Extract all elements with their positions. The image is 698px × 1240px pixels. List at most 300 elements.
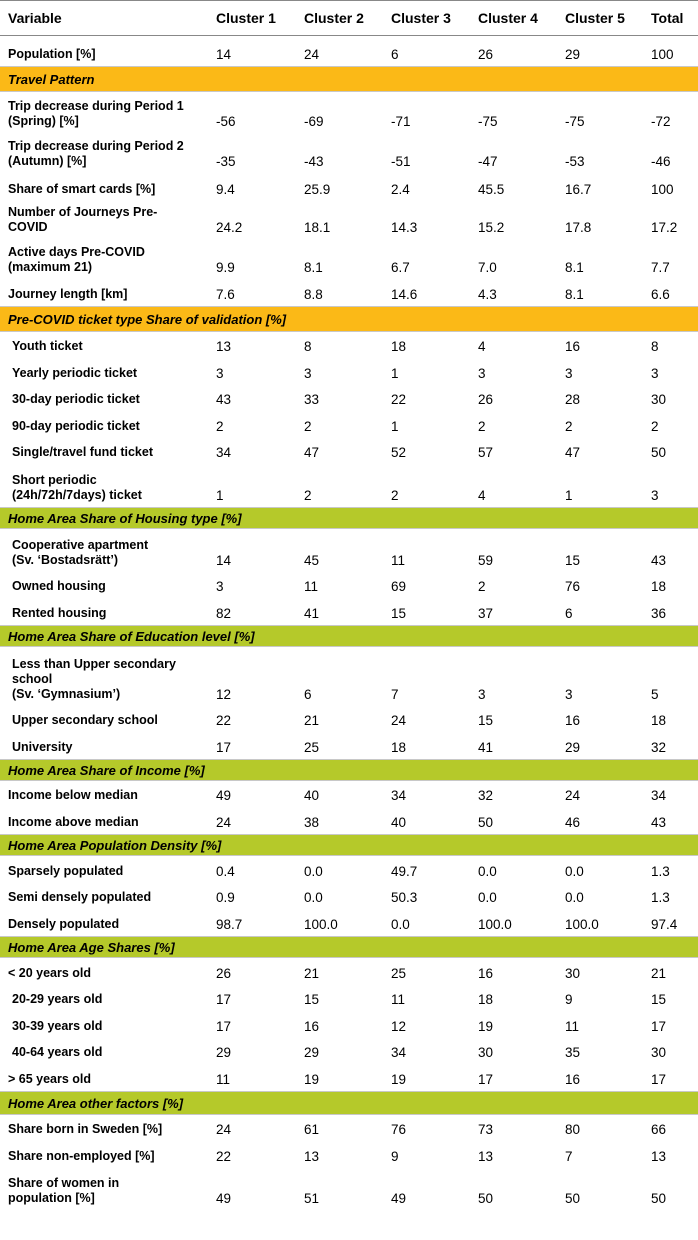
row-label xyxy=(0,856,208,884)
section-header-row xyxy=(0,307,698,332)
cluster-1-cell: 24 xyxy=(216,1122,232,1137)
row-label-line: Less than Upper secondary xyxy=(12,657,176,671)
cluster-3-cell: -71 xyxy=(391,114,411,129)
cluster-2-cell: 29 xyxy=(304,1045,320,1060)
cluster-3-cell: 15 xyxy=(391,606,407,621)
cluster-2-cell: 18.1 xyxy=(304,220,331,235)
row-label-line: Upper secondary school xyxy=(12,713,158,727)
cluster-2-cell: 15 xyxy=(304,992,320,1007)
row-label xyxy=(0,36,208,67)
header-cluster-3: Cluster 3 xyxy=(383,1,470,36)
row-label xyxy=(0,529,208,573)
cluster-1-cell: 14 xyxy=(216,553,232,568)
table-row xyxy=(0,133,698,173)
row-label xyxy=(0,572,208,598)
row-label-line: (Sv. ‘Bostadsrätt’) xyxy=(12,553,119,567)
row-label xyxy=(0,807,208,835)
row-label-line: Income above median xyxy=(8,815,139,829)
cluster-4-cell: 41 xyxy=(478,740,494,755)
header-variable: Variable xyxy=(0,1,208,36)
row-label xyxy=(0,385,208,411)
cluster-4-cell: 45.5 xyxy=(478,182,505,197)
total-cell: 30 xyxy=(651,392,667,407)
table-row xyxy=(0,572,698,598)
cluster-1-cell: 22 xyxy=(216,1149,232,1164)
row-label-line: Share of smart cards [%] xyxy=(8,182,156,196)
row-label-line: (24h/72h/7days) ticket xyxy=(12,488,142,502)
row-label-line: Active days Pre-COVID xyxy=(8,245,145,259)
cluster-5-cell: 0.0 xyxy=(565,864,584,879)
cluster-3-cell: 22 xyxy=(391,392,407,407)
cluster-1-cell: -35 xyxy=(216,154,236,169)
section-title: Home Area Age Shares [%] xyxy=(0,937,698,958)
row-label xyxy=(0,92,208,134)
row-label-line: (Sv. ‘Gymnasium’) xyxy=(12,687,121,701)
cluster-3-cell: 25 xyxy=(391,966,407,981)
cluster-4-cell: 32 xyxy=(478,788,494,803)
cluster-5-cell: 24 xyxy=(565,788,581,803)
cluster-3-cell: 11 xyxy=(391,553,406,568)
row-label xyxy=(0,985,208,1011)
row-label-line: (Autumn) [%] xyxy=(8,154,87,168)
cluster-2-cell: 25 xyxy=(304,740,320,755)
cluster-5-cell: 17.8 xyxy=(565,220,592,235)
cluster-3-cell: 34 xyxy=(391,788,407,803)
row-label xyxy=(0,201,208,239)
cluster-3-cell: 2 xyxy=(391,488,399,503)
cluster-2-cell: 41 xyxy=(304,606,320,621)
header-cluster-4: Cluster 4 xyxy=(470,1,557,36)
cluster-3-cell: 49 xyxy=(391,1191,407,1206)
row-label-line: Income below median xyxy=(8,788,138,802)
row-label xyxy=(0,909,208,937)
cluster-5-cell: 80 xyxy=(565,1122,581,1137)
total-cell: 1.3 xyxy=(651,864,670,879)
cluster-3-cell: 0.0 xyxy=(391,917,410,932)
cluster-1-cell: 82 xyxy=(216,606,232,621)
cluster-5-cell: 6 xyxy=(565,606,573,621)
cluster-2-cell: -43 xyxy=(304,154,324,169)
row-label xyxy=(0,133,208,173)
cluster-2-cell: 13 xyxy=(304,1149,320,1164)
total-cell: 32 xyxy=(651,740,667,755)
total-cell: 6.6 xyxy=(651,287,670,302)
cluster-2-cell: 51 xyxy=(304,1191,320,1206)
row-label xyxy=(0,464,208,508)
total-cell: 66 xyxy=(651,1122,667,1137)
table-row xyxy=(0,279,698,307)
row-label-line: 20-29 years old xyxy=(12,992,103,1006)
row-label-line: school xyxy=(12,672,53,686)
total-cell: 5 xyxy=(651,687,659,702)
cluster-4-cell: 3 xyxy=(478,366,486,381)
row-label xyxy=(0,279,208,307)
row-label xyxy=(0,173,208,201)
cluster-5-cell: -53 xyxy=(565,154,585,169)
cluster-5-cell: 16 xyxy=(565,1072,581,1087)
row-label-line: 90-day periodic ticket xyxy=(12,419,140,433)
cluster-2-cell: 16 xyxy=(304,1019,320,1034)
population-row xyxy=(0,36,698,67)
cluster-5-cell: 76 xyxy=(565,579,581,594)
total-cell: 43 xyxy=(651,553,667,568)
cluster-5-cell: 15 xyxy=(565,553,581,568)
row-label-line: Journey length [km] xyxy=(8,287,128,301)
section-title: Home Area Population Density [%] xyxy=(0,835,698,856)
row-label-line: population [%] xyxy=(8,1191,95,1205)
cluster-4-cell: 0.0 xyxy=(478,890,497,905)
section-title: Home Area Share of Income [%] xyxy=(0,760,698,781)
cluster-4-cell: 2 xyxy=(478,419,486,434)
row-label-line: Number of Journeys Pre- xyxy=(8,205,158,219)
cluster-4-cell: 4 xyxy=(478,488,486,503)
cluster-4-cell: 37 xyxy=(478,606,494,621)
row-label xyxy=(0,647,208,707)
cluster-1-cell: 17 xyxy=(216,740,232,755)
cluster-3-cell: 76 xyxy=(391,1122,407,1137)
table-row xyxy=(0,781,698,808)
cluster-2-cell: 0.0 xyxy=(304,864,323,879)
table-row xyxy=(0,732,698,760)
table-row xyxy=(0,807,698,835)
row-label xyxy=(0,1011,208,1038)
row-label-line: Cooperative apartment xyxy=(12,538,149,552)
cluster-4-cell: 15 xyxy=(478,713,494,728)
cluster-5-cell: 1 xyxy=(565,488,573,503)
cluster-3-cell: 12 xyxy=(391,1019,407,1034)
cluster-4-cell: 73 xyxy=(478,1122,494,1137)
cluster-2-cell: 100.0 xyxy=(304,917,338,932)
row-label xyxy=(0,332,208,359)
total-cell: 43 xyxy=(651,815,667,830)
section-header-row xyxy=(0,508,698,529)
total-cell: 2 xyxy=(651,419,659,434)
table-row xyxy=(0,92,698,134)
table-row xyxy=(0,201,698,239)
row-label-line: 30-day periodic ticket xyxy=(12,392,140,406)
cluster-4-cell: -47 xyxy=(478,154,498,169)
cluster-5-cell: 8.1 xyxy=(565,260,584,275)
cluster-2-cell: 8.8 xyxy=(304,287,323,302)
total-cell: 18 xyxy=(651,579,667,594)
cluster-4-cell: 26 xyxy=(478,392,494,407)
cluster-5-cell: 2 xyxy=(565,419,573,434)
cluster-4-cell: 18 xyxy=(478,992,494,1007)
cluster-4-cell: 50 xyxy=(478,815,494,830)
cluster-1-cell: 24 xyxy=(216,815,232,830)
row-label-line: COVID xyxy=(8,220,48,234)
cluster-5-cell: 0.0 xyxy=(565,890,584,905)
cluster-1-cell: 12 xyxy=(216,687,232,702)
cluster-2-cell: 6 xyxy=(304,687,312,702)
row-label xyxy=(0,239,208,279)
row-label-line: Short periodic xyxy=(12,473,97,487)
section-header-row xyxy=(0,626,698,647)
section-header-row xyxy=(0,760,698,781)
cluster-3-cell: 14.6 xyxy=(391,287,418,302)
cluster-5-cell: 7 xyxy=(565,1149,573,1164)
row-label xyxy=(0,358,208,385)
cluster-5-cell: 8.1 xyxy=(565,287,584,302)
row-label xyxy=(0,781,208,808)
row-label-line: Trip decrease during Period 1 xyxy=(8,99,184,113)
cluster-4-cell: 2 xyxy=(478,579,486,594)
cluster-1-cell: 13 xyxy=(216,339,232,354)
cluster-5-cell: 11 xyxy=(565,1019,580,1034)
section-title: Travel Pattern xyxy=(0,67,698,92)
section-title: Home Area Share of Education level [%] xyxy=(0,626,698,647)
total-cell: -46 xyxy=(651,154,671,169)
row-label xyxy=(0,1115,208,1142)
cluster-3-cell: 6.7 xyxy=(391,260,410,275)
row-label xyxy=(0,958,208,986)
cluster-4-cell: 17 xyxy=(478,1072,494,1087)
total-cell: 17 xyxy=(651,1019,667,1034)
cluster-4-cell: 15.2 xyxy=(478,220,505,235)
cluster-5-cell: 16 xyxy=(565,713,581,728)
cluster-5-cell: 30 xyxy=(565,966,581,981)
cluster-2-cell: 61 xyxy=(304,1122,320,1137)
cluster-2-cell: 3 xyxy=(304,366,312,381)
cluster-3-cell: 7 xyxy=(391,687,399,702)
cluster-4-cell: 59 xyxy=(478,553,494,568)
cluster-3-cell: 40 xyxy=(391,815,407,830)
cluster-1-cell: 3 xyxy=(216,579,224,594)
total-cell: -72 xyxy=(651,114,671,129)
cluster-1-cell: 3 xyxy=(216,366,224,381)
row-label-line: Share non-employed [%] xyxy=(8,1149,155,1163)
row-label-line: (maximum 21) xyxy=(8,260,93,274)
row-label-line: < 20 years old xyxy=(8,966,92,980)
table-row xyxy=(0,1038,698,1064)
row-label-line: Population [%] xyxy=(8,47,96,61)
cluster-5-cell: 3 xyxy=(565,687,573,702)
total-cell: 50 xyxy=(651,445,667,460)
row-label-line: Densely populated xyxy=(8,917,120,931)
section-title: Home Area Share of Housing type [%] xyxy=(0,508,698,529)
section-title: Pre-COVID ticket type Share of validation [%] xyxy=(0,307,698,332)
cluster-2-cell: 0.0 xyxy=(304,890,323,905)
total-cell: 17.2 xyxy=(651,220,678,235)
cluster-1-cell: 17 xyxy=(216,1019,232,1034)
cluster-5-cell: 29 xyxy=(565,740,581,755)
cluster-2-cell: 25.9 xyxy=(304,182,331,197)
cluster-4-cell: 16 xyxy=(478,966,494,981)
cluster-5-cell: -75 xyxy=(565,114,585,129)
header-cluster-2: Cluster 2 xyxy=(296,1,383,36)
total-cell: 17 xyxy=(651,1072,667,1087)
row-label-line: (Spring) [%] xyxy=(8,114,79,128)
cluster-5-cell: 16.7 xyxy=(565,182,592,197)
cluster-4-cell: 4.3 xyxy=(478,287,497,302)
cluster-3-cell: 19 xyxy=(391,1072,407,1087)
row-label xyxy=(0,438,208,464)
table-row xyxy=(0,598,698,626)
cluster-2-cell: 11 xyxy=(304,579,319,594)
row-label-line: University xyxy=(12,740,73,754)
total-cell: 3 xyxy=(651,366,659,381)
cluster-1-cell: 14 xyxy=(216,47,232,62)
table-row xyxy=(0,1141,698,1168)
row-label xyxy=(0,1168,208,1210)
cluster-1-cell: 9.9 xyxy=(216,260,235,275)
row-label-line: 30-39 years old xyxy=(12,1019,103,1033)
table-row xyxy=(0,464,698,508)
table-row xyxy=(0,1011,698,1038)
cluster-3-cell: 49.7 xyxy=(391,864,418,879)
total-cell: 8 xyxy=(651,339,659,354)
cluster-2-cell: 21 xyxy=(304,966,320,981)
row-label xyxy=(0,598,208,626)
cluster-1-cell: 17 xyxy=(216,992,232,1007)
cluster-2-cell: 2 xyxy=(304,419,312,434)
total-cell: 18 xyxy=(651,713,667,728)
table-row xyxy=(0,385,698,411)
header-cluster-1: Cluster 1 xyxy=(208,1,296,36)
cluster-4-cell: 0.0 xyxy=(478,864,497,879)
cluster-1-cell: 49 xyxy=(216,1191,232,1206)
table-row xyxy=(0,1115,698,1142)
cluster-4-cell: 19 xyxy=(478,1019,494,1034)
cluster-1-cell: 98.7 xyxy=(216,917,243,932)
cluster-3-cell: 18 xyxy=(391,339,407,354)
cluster-2-cell: 38 xyxy=(304,815,320,830)
cluster-3-cell: 1 xyxy=(391,366,399,381)
total-cell: 21 xyxy=(651,966,667,981)
cluster-3-cell: -51 xyxy=(391,154,411,169)
cluster-2-cell: 40 xyxy=(304,788,320,803)
table-body xyxy=(0,36,698,1211)
cluster-5-cell: 100.0 xyxy=(565,917,599,932)
cluster-2-cell: 19 xyxy=(304,1072,320,1087)
cluster-4-cell: -75 xyxy=(478,114,498,129)
row-label xyxy=(0,732,208,760)
cluster-3-cell: 1 xyxy=(391,419,399,434)
cluster-1-cell: 34 xyxy=(216,445,232,460)
cluster-2-cell: 8.1 xyxy=(304,260,323,275)
row-label xyxy=(0,706,208,732)
table-row xyxy=(0,411,698,438)
cluster-1-cell: -56 xyxy=(216,114,236,129)
table-row xyxy=(0,706,698,732)
cluster-4-cell: 26 xyxy=(478,47,494,62)
cluster-2-cell: 24 xyxy=(304,47,320,62)
cluster-5-cell: 28 xyxy=(565,392,581,407)
row-label-line: Rented housing xyxy=(12,606,107,620)
row-label xyxy=(0,1141,208,1168)
table-row xyxy=(0,529,698,573)
cluster-4-cell: 30 xyxy=(478,1045,494,1060)
table-row xyxy=(0,985,698,1011)
header-total: Total xyxy=(643,1,698,36)
cluster-2-cell: 21 xyxy=(304,713,320,728)
cluster-4-cell: 50 xyxy=(478,1191,494,1206)
row-label-line: Single/travel fund ticket xyxy=(12,445,154,459)
total-cell: 36 xyxy=(651,606,667,621)
row-label-line: Owned housing xyxy=(12,579,106,593)
total-cell: 100 xyxy=(651,47,674,62)
cluster-3-cell: 6 xyxy=(391,47,399,62)
total-cell: 97.4 xyxy=(651,917,678,932)
total-cell: 15 xyxy=(651,992,667,1007)
cluster-5-cell: 16 xyxy=(565,339,581,354)
section-header-row xyxy=(0,1092,698,1115)
cluster-3-cell: 24 xyxy=(391,713,407,728)
cluster-1-cell: 0.9 xyxy=(216,890,235,905)
table-row xyxy=(0,856,698,884)
row-label xyxy=(0,1038,208,1064)
cluster-3-cell: 34 xyxy=(391,1045,407,1060)
header-cluster-5: Cluster 5 xyxy=(557,1,643,36)
cluster-2-cell: 2 xyxy=(304,488,312,503)
cluster-4-cell: 57 xyxy=(478,445,494,460)
table-row xyxy=(0,1168,698,1210)
row-label-line: > 65 years old xyxy=(8,1072,92,1086)
cluster-2-cell: -69 xyxy=(304,114,324,129)
cluster-5-cell: 9 xyxy=(565,992,573,1007)
cluster-1-cell: 11 xyxy=(216,1072,231,1087)
cluster-5-cell: 46 xyxy=(565,815,581,830)
table-row xyxy=(0,173,698,201)
cluster-5-cell: 35 xyxy=(565,1045,581,1060)
cluster-1-cell: 26 xyxy=(216,966,232,981)
total-cell: 34 xyxy=(651,788,667,803)
table-row xyxy=(0,883,698,909)
total-cell: 30 xyxy=(651,1045,667,1060)
cluster-3-cell: 52 xyxy=(391,445,407,460)
cluster-3-cell: 11 xyxy=(391,992,406,1007)
cluster-1-cell: 7.6 xyxy=(216,287,235,302)
table-row xyxy=(0,647,698,707)
table-row xyxy=(0,909,698,937)
row-label-line: Sparsely populated xyxy=(8,864,124,878)
table-row xyxy=(0,958,698,986)
cluster-1-cell: 9.4 xyxy=(216,182,235,197)
cluster-4-cell: 4 xyxy=(478,339,486,354)
cluster-2-cell: 47 xyxy=(304,445,320,460)
row-label-line: Trip decrease during Period 2 xyxy=(8,139,184,153)
table-row xyxy=(0,358,698,385)
cluster-4-cell: 3 xyxy=(478,687,486,702)
cluster-4-cell: 7.0 xyxy=(478,260,497,275)
cluster-1-cell: 0.4 xyxy=(216,864,235,879)
cluster-1-cell: 22 xyxy=(216,713,232,728)
table-row xyxy=(0,438,698,464)
cluster-1-cell: 49 xyxy=(216,788,232,803)
cluster-3-cell: 69 xyxy=(391,579,407,594)
cluster-1-cell: 1 xyxy=(216,488,224,503)
table-row xyxy=(0,1064,698,1092)
cluster-1-cell: 29 xyxy=(216,1045,232,1060)
cluster-4-cell: 13 xyxy=(478,1149,494,1164)
row-label-line: Share of women in xyxy=(8,1176,120,1190)
cluster-1-cell: 2 xyxy=(216,419,224,434)
cluster-1-cell: 43 xyxy=(216,392,232,407)
table-row xyxy=(0,239,698,279)
section-header-row xyxy=(0,835,698,856)
table-row xyxy=(0,332,698,359)
row-label-line: Yearly periodic ticket xyxy=(12,366,138,380)
cluster-2-cell: 8 xyxy=(304,339,312,354)
cluster-2-cell: 33 xyxy=(304,392,320,407)
cluster-5-cell: 50 xyxy=(565,1191,581,1206)
section-title: Home Area other factors [%] xyxy=(0,1092,698,1115)
row-label xyxy=(0,883,208,909)
cluster-2-cell: 45 xyxy=(304,553,320,568)
row-label-line: Youth ticket xyxy=(12,339,83,353)
cluster-3-cell: 14.3 xyxy=(391,220,418,235)
section-header-row xyxy=(0,67,698,92)
